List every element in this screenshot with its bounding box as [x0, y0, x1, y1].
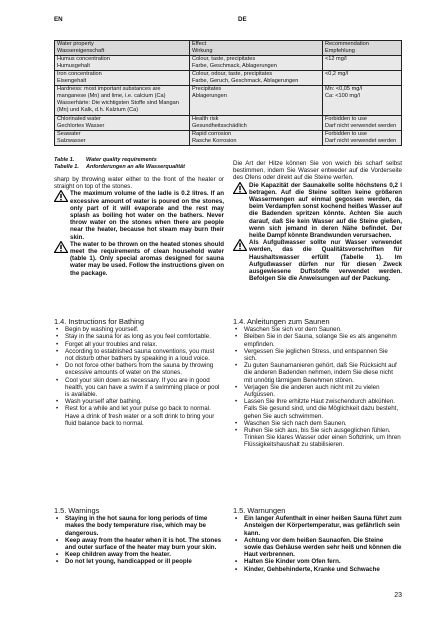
- english-warnings-section: [54, 507, 224, 566]
- list-item: • Keep away from the heater when it is hot. The stones and outer surface of the heater may burn your skin.: [54, 537, 224, 551]
- table-row: [55, 71, 402, 86]
- caption-number-en: Table 1.: [54, 157, 75, 163]
- language-label-de: DE: [238, 16, 247, 23]
- caption-text-en: Water quality requirements: [86, 157, 157, 163]
- warning-block: [54, 241, 224, 277]
- table-cell: Forbidden to use Darf nicht verwendet werden: [323, 116, 402, 131]
- table-cell: Seawater Salzwasser: [55, 131, 190, 146]
- language-label-en: EN: [54, 16, 63, 23]
- table-cell: Chlorinated water Gechlortes Wasser: [55, 116, 190, 131]
- table-cell: Iron concentration Eisengehalt: [55, 71, 190, 86]
- warning-triangle-icon: [233, 182, 247, 194]
- intro-paragraph: sharp by throwing water either to the front of the heater or straight on top of the stones.: [54, 176, 224, 191]
- warning-triangle-icon: [233, 239, 247, 251]
- list-item: • Kinder, Gehbehinderte, Kranke und Schwache: [233, 566, 402, 573]
- english-column: [54, 176, 224, 277]
- list-item: • Ruhen Sie sich aus, bis Sie sich ausgeglichen fühlen. Trinken Sie klares Wasser oder einen Softdrink, um Ihren Flüssigkeitshaushalt zu stabilisieren.: [233, 427, 402, 449]
- table-cell: Precipitates Ablagerungen: [190, 86, 323, 116]
- warning-block: [233, 239, 402, 282]
- table-header-cell: Effect Wirkung: [190, 41, 323, 56]
- section-heading: 1.4. Instructions for Bathing: [54, 317, 144, 326]
- warning-text: Als Aufgußwasser sollte nur Wasser verwendet werden, das die Qualitätsvorschriften für Haushaltswasser erfüllt (Tabelle 1). Im Aufgußwasser dürfen nur für diesen Zweck ausgewiesene Duftstoffe verwendet werden. Befolgen Sie die Anweisungen auf der Packung.: [249, 239, 402, 283]
- list-item: • Verjagen Sie die anderen auch nicht mit zu vielen Aufgüssen.: [233, 384, 402, 398]
- list-item: • Forget all your troubles and relax.: [54, 341, 224, 348]
- warnings-list: [54, 515, 224, 565]
- list-item: • Stay in the sauna for as long as you feel comfortable.: [54, 333, 224, 340]
- section-heading: 1.5. Warnings: [54, 506, 100, 515]
- list-item: • Vergessen Sie jeglichen Stress, und entspannen Sie sich.: [233, 348, 402, 362]
- warning-text: Die Kapazität der Saunakelle sollte höchstens 0,2 l betragen. Auf die Steine sollten keine größeren Wassermengen auf einmal gegossen werden, da beim Verdampfen sonst kochend heißes Wasser auf die Badenden spritzen könnte. Achten Sie auch darauf, daß Sie kein Wasser auf die Steine gießen, wenn sich jemand in deren Nähe befindet. Der heiße Dampf könnte Brandwunden verursachen.: [249, 181, 402, 240]
- english-bathing-section: [54, 318, 224, 427]
- list-item: • Lassen Sie Ihre erhitzte Haut zwischendurch abkühlen. Falls Sie gesund sind, und die Möglichkeit dazu besteht, gehen Sie auch schwimmen.: [233, 398, 402, 420]
- list-item: • Do not force other bathers from the sauna by throwing excessive amounts of water on the stones.: [54, 362, 224, 376]
- table-row: [55, 116, 402, 131]
- german-bathing-section: [233, 318, 402, 449]
- caption-number-de: Tabelle 1.: [54, 164, 79, 170]
- list-item: • According to established sauna conventions, you must not disturb other bathers by speaking in a loud voice.: [54, 348, 224, 362]
- table-header-cell: Recommendation Empfehlung: [323, 41, 402, 56]
- table-header-row: [55, 41, 402, 56]
- intro-paragraph: Die Art der Hitze können Sie von weich bis scharf selbst bestimmen, indem Sie Wasser entweder auf die Vorderseite des Ofens oder direkt auf die Steine werfen.: [233, 160, 402, 182]
- list-item: • Keep children away from the heater.: [54, 551, 224, 558]
- list-item: • Rest for a while and let your pulse go back to normal. Have a drink of fresh water or a soft drink to bring your fluid balance back to normal.: [54, 405, 224, 427]
- list-item: • Begin by washing yourself.: [54, 326, 224, 333]
- list-item: • Waschen Sie sich vor dem Saunen.: [233, 326, 402, 333]
- section-heading: 1.5. Warnungen: [233, 506, 286, 515]
- warning-text: The maximum volume of the ladle is 0.2 litres. If an excessive amount of water is poured on the stones, only part of it will evaporate and the rest may splash as boiling hot water on the bathers. Never throw water on the stones when there are people near the heater, because hot steam may burn their skin.: [70, 190, 224, 241]
- table-cell: Rapid corrosion Rasche Korrosion: [190, 131, 323, 146]
- warnings-list: [233, 515, 402, 573]
- table-cell: Health risk Gesundheitsschädlich: [190, 116, 323, 131]
- warning-block: [233, 182, 402, 240]
- water-quality-table: [54, 40, 402, 146]
- list-item: • Achtung vor dem heißen Saunaofen. Die Steine sowie das Gehäuse werden sehr heiß und können die Haut verbrennen.: [233, 537, 402, 559]
- table-cell: Colour, taste, precipitates Farbe, Geschmack, Ablagerungen: [190, 56, 323, 71]
- list-item: • Cool your skin down as necessary. If you are in good health, you can have a swim if a swimming place or pool is available.: [54, 377, 224, 399]
- list-item: • Bleiben Sie in der Sauna, solange Sie es als angenehm empfinden.: [233, 333, 402, 347]
- table-row: [55, 56, 402, 71]
- table-cell: Forbidden to use Darf nicht verwendet werden: [323, 131, 402, 146]
- list-item: • Halten Sie Kinder vom Ofen fern.: [233, 558, 402, 565]
- section-heading: 1.4. Anleitungen zum Saunen: [233, 317, 330, 326]
- german-column: [233, 160, 402, 282]
- table-cell: Mn: <0,05 mg/l Ca: <100 mg/l: [323, 86, 402, 116]
- list-item: • Zu guten Saunamanieren gehört, daß Sie Rücksicht auf die anderen Badenden nehmen, indem Sie diese nicht mit unnötig lärmigem Benehmen stören.: [233, 362, 402, 384]
- table-cell: Humus concentration Humusgehalt: [55, 56, 190, 71]
- table-caption: [54, 157, 185, 171]
- table-cell: Hardness: most important substances are manganese (Mn) and lime, i.e. calcium (Ca) Wasserhärte: Die wichtigsten Stoffe sind Mangan (Mn) und Kalk, d.h. Kalzium (Ca): [55, 86, 190, 116]
- bathing-instructions-list: [233, 326, 402, 448]
- table-cell: Colour, odour, taste, precipitates Farbe, Geruch, Geschmack, Ablagerungen: [190, 71, 323, 86]
- table-header-cell: Water property Wassereigenschaft: [55, 41, 190, 56]
- german-warnings-section: [233, 507, 402, 573]
- list-item: • Waschen Sie sich nach dem Saunen.: [233, 420, 402, 427]
- list-item: • Staying in the hot sauna for long periods of time makes the body temperature rise, which may be dangerous.: [54, 515, 224, 537]
- list-item: • Ein langer Aufenthalt in einer heißen Sauna führt zum Ansteigen der Körpertemperatur, was gefährlich sein kann.: [233, 515, 402, 537]
- table-row: [55, 86, 402, 116]
- table-cell: <12 mg/l: [323, 56, 402, 71]
- caption-text-de: Anforderungen an alle Wasserqualität: [86, 164, 185, 170]
- list-item: • Wash yourself after bathing.: [54, 398, 224, 405]
- warning-triangle-icon: [54, 190, 68, 202]
- warning-text: The water to be thrown on the heated stones should meet the requirements of clean household water (table 1). Only special aromas designed for sauna water may be used. Follow the instructions given on the package.: [70, 240, 224, 277]
- table-row: [55, 131, 402, 146]
- warning-triangle-icon: [54, 241, 68, 253]
- bathing-instructions-list: [54, 326, 224, 427]
- table-cell: <0,2 mg/l: [323, 71, 402, 86]
- page-number: 23: [394, 592, 402, 599]
- list-item: • Do not let young, handicapped or ill people: [54, 558, 224, 565]
- warning-block: [54, 190, 224, 240]
